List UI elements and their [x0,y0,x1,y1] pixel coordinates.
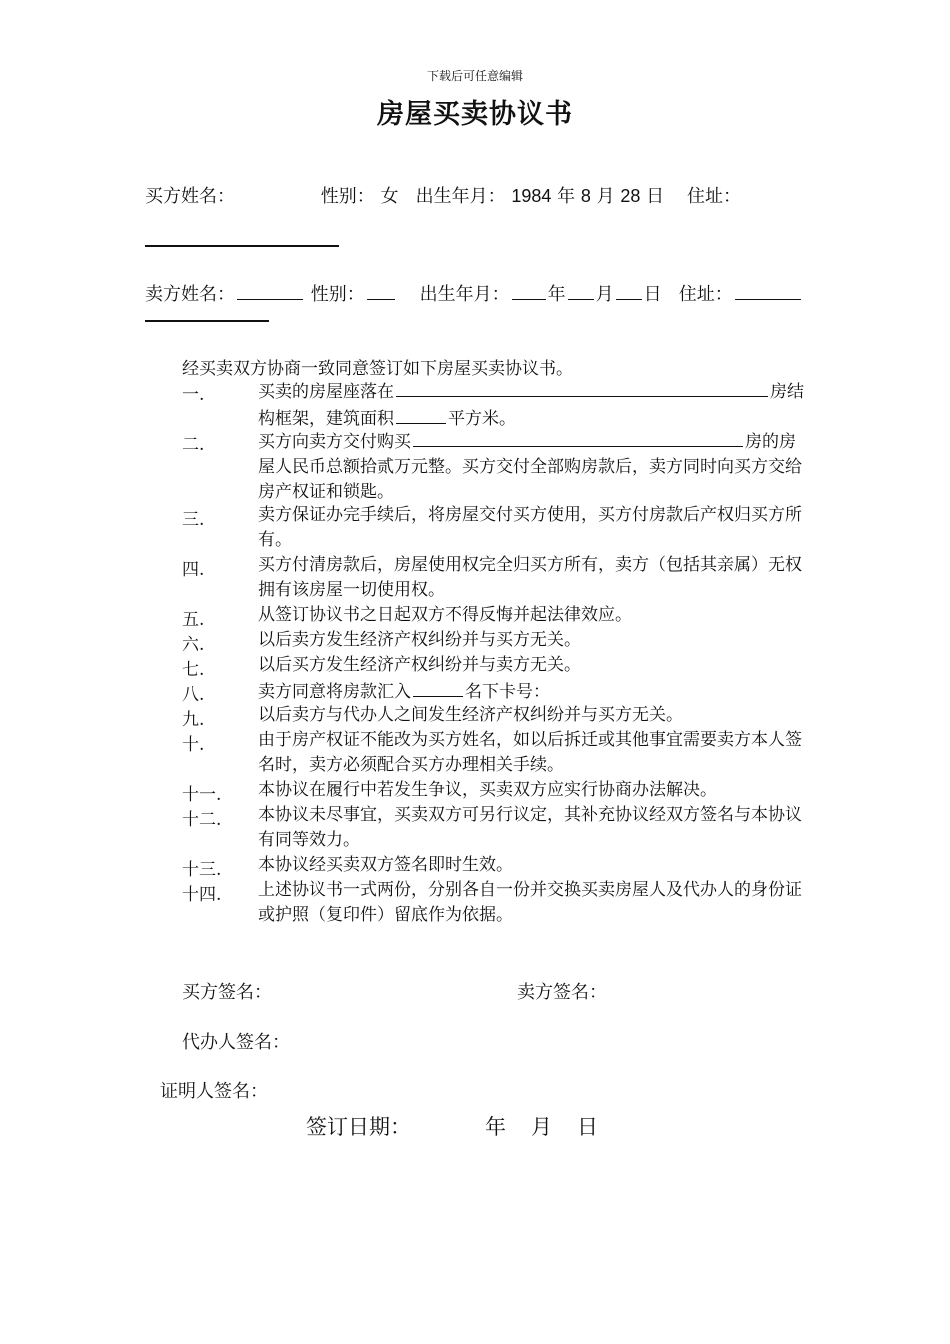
seller-name-blank [237,281,303,300]
buyer-birth-label: 出生年月： [415,186,506,207]
buyer-birth-month: 8 [580,186,591,206]
clause-number: 四. [182,560,205,580]
buyer-gender: 女 [380,186,399,207]
clause-text: 以后买方发生经济产权纠纷并与卖方无关。 [258,655,581,675]
clause-number: 八. [182,685,205,705]
seller-address-label: 住址： [678,284,733,305]
seller-day-blank [616,281,642,300]
buyer-address-label: 住址： [687,186,742,207]
buyer-month-char: 月 [596,186,615,207]
buyer-day-char: 日 [646,186,665,207]
clause-1-part-1: 买卖的房屋座落在 [258,382,394,402]
agent-signature-label: 代办人签名： [182,1032,290,1053]
seller-info-line [145,280,803,306]
clause-number: 九. [182,710,205,730]
seller-birth-label: 出生年月： [419,284,510,305]
seller-address-blank [735,281,801,300]
clause-number: 十四. [182,885,222,905]
signing-date-day: 日 [577,1115,598,1139]
signing-date-label: 签订日期： [306,1115,411,1139]
clause-text [258,378,808,432]
clause-text: 本协议未尽事宜，买卖双方可另行议定，其补充协议经双方签名与本协议有同等效力。 [258,805,802,850]
seller-year-char: 年 [547,284,566,305]
clause-8-part-1: 卖方同意将房款汇入 [258,682,411,702]
seller-year-blank [512,281,546,300]
clause-number: 二. [182,435,205,455]
buyer-address-blank [145,245,339,247]
clause-text: 买方付清房款后，房屋使用权完全归买方所有，卖方（包括其亲属）无权拥有该房屋一切使用权。 [258,555,802,600]
buyer-birth-year: 1984 [511,186,552,206]
document-title: 房屋买卖协议书 [377,99,573,130]
clause-number: 十一. [182,785,222,805]
seller-signature-label: 卖方签名： [517,982,607,1003]
clause-number: 七. [182,660,205,680]
buyer-birth-day: 28 [620,186,641,206]
seller-day-char: 日 [643,284,662,305]
buyer-gender-label: 性别： [320,186,375,207]
agreement-intro: 经买卖双方协商一致同意签订如下房屋买卖协议书。 [182,359,573,379]
witness-signature-label: 证明人签名： [160,1081,268,1102]
seller-month-char: 月 [595,284,614,305]
area-blank [396,405,446,424]
buyer-name-label: 买方姓名： [145,186,235,207]
house-location-blank [396,378,768,397]
purchase-house-blank [413,428,743,447]
seller-gender-blank [367,281,395,300]
clause-number: 五. [182,610,205,630]
clause-text: 以后卖方发生经济产权纠纷并与买方无关。 [258,630,581,650]
seller-address-blank-continued [145,320,269,322]
buyer-signature-label: 买方签名： [182,982,272,1003]
clause-number: 一. [182,385,205,405]
clause-2-part-1: 买方向卖方交付购买 [258,432,411,452]
clause-text [258,428,808,505]
clause-1-part-3: 平方米。 [448,409,516,429]
clause-text: 上述协议书一式两份，分别各自一份并交换买卖房屋人及代办人的身份证或护照（复印件）留底作为依据。 [258,880,802,925]
clause-number: 十三. [182,860,222,880]
clause-text: 从签订协议书之日起双方不得反悔并起法律效应。 [258,605,632,625]
account-name-blank [413,678,463,697]
clause-text: 卖方保证办完手续后，将房屋交付买方使用，买方付房款后产权归买方所有。 [258,505,802,550]
seller-name-label: 卖方姓名： [145,284,235,305]
clause-text: 以后卖方与代办人之间发生经济产权纠纷并与买方无关。 [258,705,683,725]
buyer-year-char: 年 [557,186,576,207]
clause-text: 本协议在履行中若发生争议，买卖双方应实行协商办法解决。 [258,780,717,800]
clause-number: 十二. [182,810,222,830]
clause-text: 由于房产权证不能改为买方姓名，如以后拆迁或其他事宜需要卖方本人签名时，卖方必须配合买方办理相关手续。 [258,730,802,775]
clause-number: 十. [182,735,205,755]
clause-1-part-2: 房结构框架，建筑面积 [258,382,804,429]
signing-date-month: 月 [531,1115,552,1139]
clause-number: 六. [182,635,205,655]
clause-2-part-2: 房的房屋人民币总额拾贰万元整。买方交付全部购房款后，卖方同时向买方交给房产权证和锁匙。 [258,432,802,502]
clause-8-part-2: 名下卡号： [465,682,550,702]
buyer-info-line [145,182,741,208]
seller-gender-label: 性别： [310,284,365,305]
seller-month-blank [568,281,594,300]
signing-date-year: 年 [485,1115,506,1139]
clause-text: 本协议经买卖双方签名即时生效。 [258,855,513,875]
clause-text [258,678,808,705]
clause-number: 三. [182,510,205,530]
header-note: 下载后可任意编辑 [426,69,523,83]
